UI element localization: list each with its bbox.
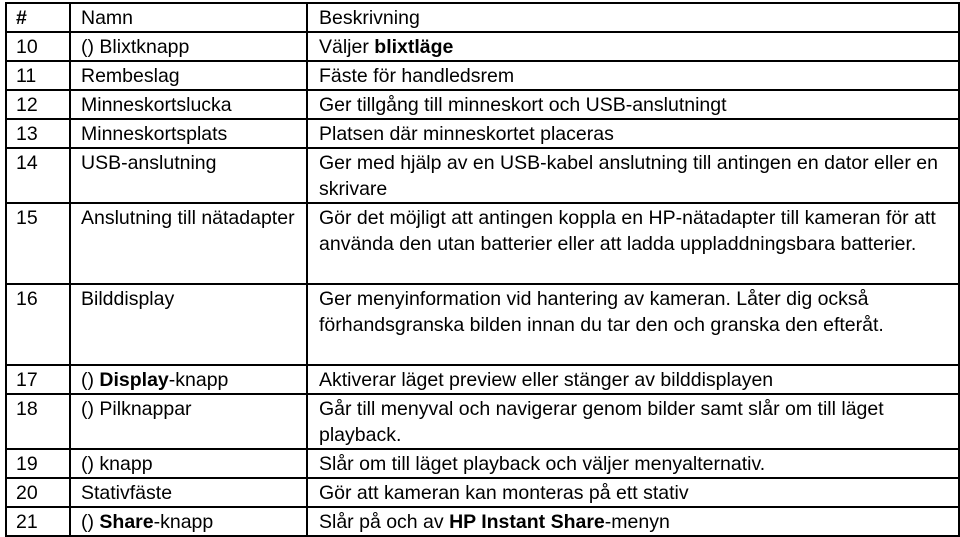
row-name [70, 507, 307, 536]
row-description [307, 32, 959, 61]
text: Ger menyinformation vid hantering av kameran. Låter dig också förhandsgranska bilden innan du tar den och granska den efteråt. [319, 288, 884, 336]
row-name [70, 203, 307, 284]
table-row [6, 365, 959, 394]
bold-text: Display [99, 369, 169, 391]
text: Fäste för handledsrem [319, 65, 515, 87]
row-description [307, 61, 959, 90]
text: -menyn [604, 511, 670, 533]
text: Minneskortslucka [81, 94, 232, 116]
header-number: # [6, 3, 70, 32]
row-number: 12 [6, 90, 70, 119]
text: Gör att kameran kan monteras på ett stativ [319, 482, 689, 504]
table-row [6, 148, 959, 203]
bold-text: HP Instant Share [449, 511, 605, 533]
text: Slår om till läget playback och väljer menyalternativ. [319, 453, 766, 475]
text: Ger med hjälp av en USB-kabel anslutning till antingen en dator eller en skrivare [319, 152, 938, 200]
table-row [6, 32, 959, 61]
table-row [6, 119, 959, 148]
row-name [70, 284, 307, 365]
row-description [307, 284, 959, 365]
row-number: 14 [6, 148, 70, 203]
row-description [307, 203, 959, 284]
row-description [307, 478, 959, 507]
row-description [307, 449, 959, 478]
row-name [70, 61, 307, 90]
text: () knapp [81, 453, 153, 475]
text: -knapp [153, 511, 214, 533]
row-number: 20 [6, 478, 70, 507]
bold-text: blixtläge [374, 36, 454, 58]
row-number: 11 [6, 61, 70, 90]
text: Ger tillgång till minneskort och USB-anslutningt [319, 94, 727, 116]
row-name [70, 32, 307, 61]
row-number: 16 [6, 284, 70, 365]
table-row [6, 507, 959, 536]
text: () Pilknappar [81, 398, 192, 420]
table-row [6, 203, 959, 284]
table-body [6, 32, 959, 536]
row-description [307, 507, 959, 536]
text: USB-anslutning [81, 152, 217, 174]
text: Platsen där minneskortet placeras [319, 123, 614, 145]
text: Stativfäste [81, 482, 173, 504]
text: Väljer [319, 36, 375, 58]
table-row [6, 284, 959, 365]
text: Slår på och av [319, 511, 450, 533]
row-number: 13 [6, 119, 70, 148]
parts-table [5, 2, 960, 537]
table-row [6, 449, 959, 478]
row-name [70, 148, 307, 203]
row-description [307, 119, 959, 148]
text: () Blixtknapp [81, 36, 190, 58]
text: Anslutning till nätadapter [81, 207, 295, 229]
text: Minneskortsplats [81, 123, 228, 145]
row-name [70, 119, 307, 148]
row-number: 15 [6, 203, 70, 284]
row-number: 21 [6, 507, 70, 536]
header-name: Namn [70, 3, 307, 32]
table-header [6, 3, 959, 32]
row-number: 17 [6, 365, 70, 394]
text: () [81, 511, 100, 533]
row-number: 10 [6, 32, 70, 61]
table-row [6, 478, 959, 507]
row-description [307, 394, 959, 449]
text: Bilddisplay [81, 288, 175, 310]
text: Rembeslag [81, 65, 180, 87]
row-name [70, 90, 307, 119]
text: () [81, 369, 100, 391]
table-row [6, 394, 959, 449]
row-name [70, 365, 307, 394]
header-description: Beskrivning [307, 3, 959, 32]
row-name [70, 478, 307, 507]
table-row [6, 61, 959, 90]
row-description [307, 365, 959, 394]
row-number: 18 [6, 394, 70, 449]
text: Aktiverar läget preview eller stänger av bilddisplayen [319, 369, 774, 391]
text: -knapp [168, 369, 229, 391]
row-name [70, 394, 307, 449]
text: Gör det möjligt att antingen koppla en HP-nätadapter till kameran för att använda den utan batterier eller att ladda uppladdningsbara batterier. [319, 207, 936, 255]
bold-text: Share [99, 511, 154, 533]
text: Går till menyval och navigerar genom bilder samt slår om till läget playback. [319, 398, 884, 446]
row-name [70, 449, 307, 478]
row-number: 19 [6, 449, 70, 478]
row-description [307, 148, 959, 203]
header-row [6, 3, 959, 32]
row-description [307, 90, 959, 119]
table-row [6, 90, 959, 119]
